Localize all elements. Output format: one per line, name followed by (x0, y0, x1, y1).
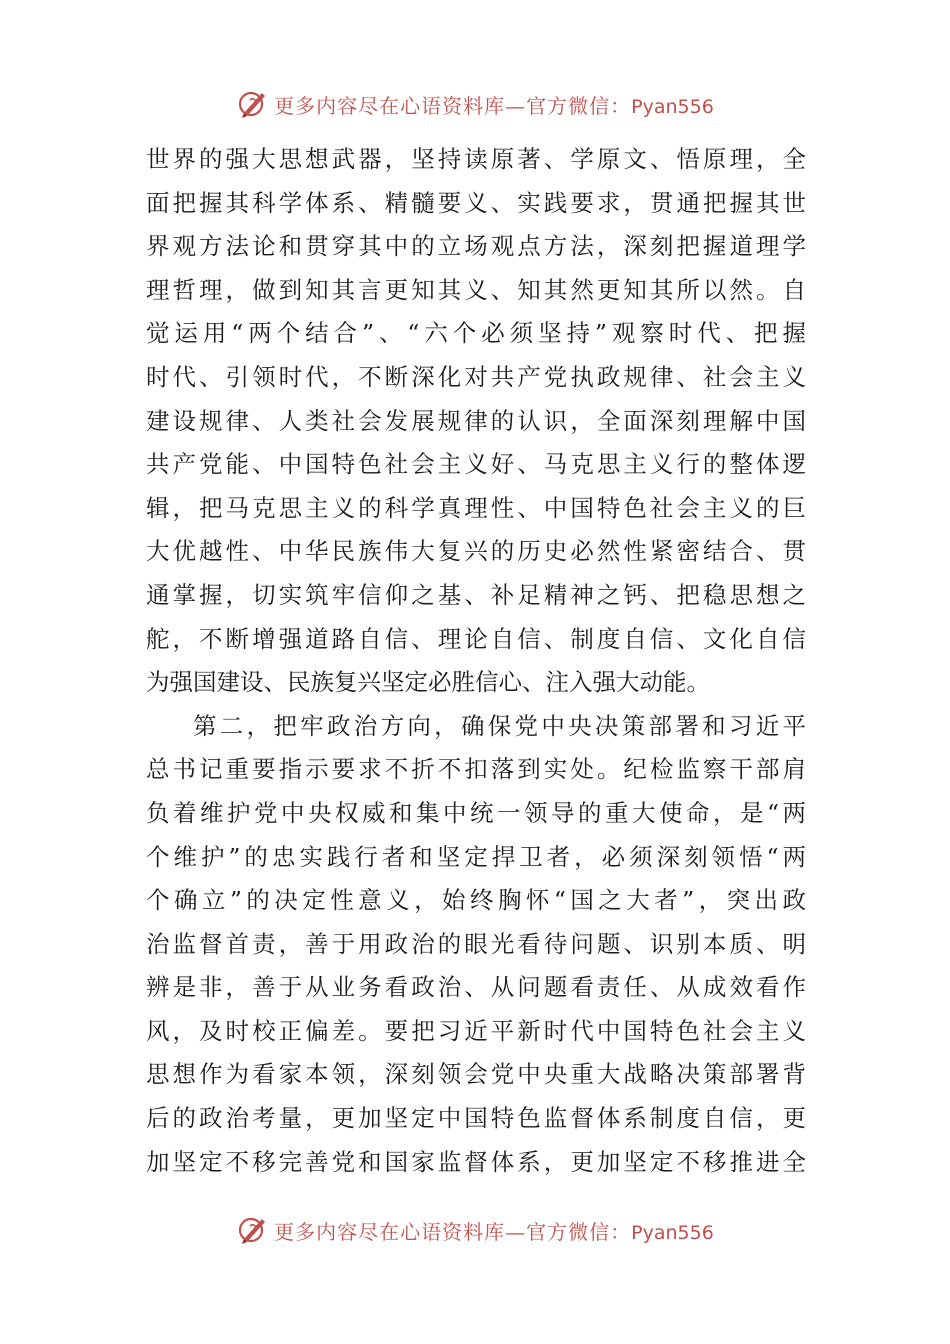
text-line: 思想作为看家本领，深刻领会党中央重大战略决策部署背 (146, 1060, 806, 1089)
watermark-handle: Pyan556 (631, 95, 714, 118)
text-line: 共产党能、中国特色社会主义好、马克思主义行的整体逻 (146, 450, 806, 479)
watermark-banner-top (0, 84, 950, 124)
watermark-banner-bottom (0, 1210, 950, 1250)
text-line: 第二，把牢政治方向，确保党中央决策部署和习近平 (193, 711, 806, 740)
document-body (146, 138, 806, 1184)
text-line: 大优越性、中华民族伟大复兴的历史必然性紧密结合、贯 (146, 537, 806, 566)
text-line: 建设规律、人类社会发展规律的认识，全面深刻理解中国 (146, 406, 806, 435)
text-line: 后的政治考量，更加坚定中国特色监督体系制度自信，更 (146, 1104, 806, 1133)
paragraph (146, 138, 806, 705)
watermark-text: 更多内容尽在心语资料库—官方微信：Pyan556 (274, 1219, 714, 1244)
text-line: 个维护”的忠实践行者和坚定捍卫者，必须深刻领悟“两 (146, 842, 806, 871)
pen-logo-icon (236, 87, 270, 121)
text-line: 通掌握，切实筑牢信仰之基、补足精神之钙、把稳思想之 (146, 580, 806, 609)
pen-logo-icon (236, 1213, 270, 1247)
text-line: 总书记重要指示要求不折不扣落到实处。纪检监察干部肩 (146, 755, 806, 784)
watermark-handle: Pyan556 (631, 1221, 714, 1244)
text-line: 世界的强大思想武器，坚持读原著、学原文、悟原理，全 (146, 145, 806, 173)
text-line: 个确立”的决定性意义，始终胸怀“国之大者”，突出政 (146, 886, 806, 915)
paragraph (146, 705, 806, 1185)
text-line: 风，及时校正偏差。要把习近平新时代中国特色社会主义 (146, 1016, 806, 1045)
text-line: 觉运用“两个结合”、“六个必须坚持”观察时代、把握 (146, 319, 806, 348)
text-line: 为强国建设、民族复兴坚定必胜信心、注入强大动能。 (146, 668, 710, 697)
text-line: 时代、引领时代，不断深化对共产党执政规律、社会主义 (146, 362, 806, 391)
text-line: 负着维护党中央权威和集中统一领导的重大使命，是“两 (146, 798, 806, 827)
watermark-text: 更多内容尽在心语资料库—官方微信：Pyan556 (274, 93, 714, 118)
text-line: 理哲理，做到知其言更知其义、知其然更知其所以然。自 (146, 275, 806, 304)
text-line: 面把握其科学体系、精髓要义、实践要求，贯通把握其世 (146, 188, 806, 217)
text-line: 治监督首责，善于用政治的眼光看待问题、识别本质、明 (146, 929, 806, 958)
text-line: 界观方法论和贯穿其中的立场观点方法，深刻把握道理学 (146, 232, 806, 261)
text-line: 辨是非，善于从业务看政治、从问题看责任、从成效看作 (146, 973, 806, 1002)
text-line: 舵，不断增强道路自信、理论自信、制度自信、文化自信 (146, 624, 806, 653)
text-line: 辑，把马克思主义的科学真理性、中国特色社会主义的巨 (146, 493, 806, 522)
text-line: 加坚定不移完善党和国家监督体系，更加坚定不移推进全 (146, 1147, 806, 1176)
